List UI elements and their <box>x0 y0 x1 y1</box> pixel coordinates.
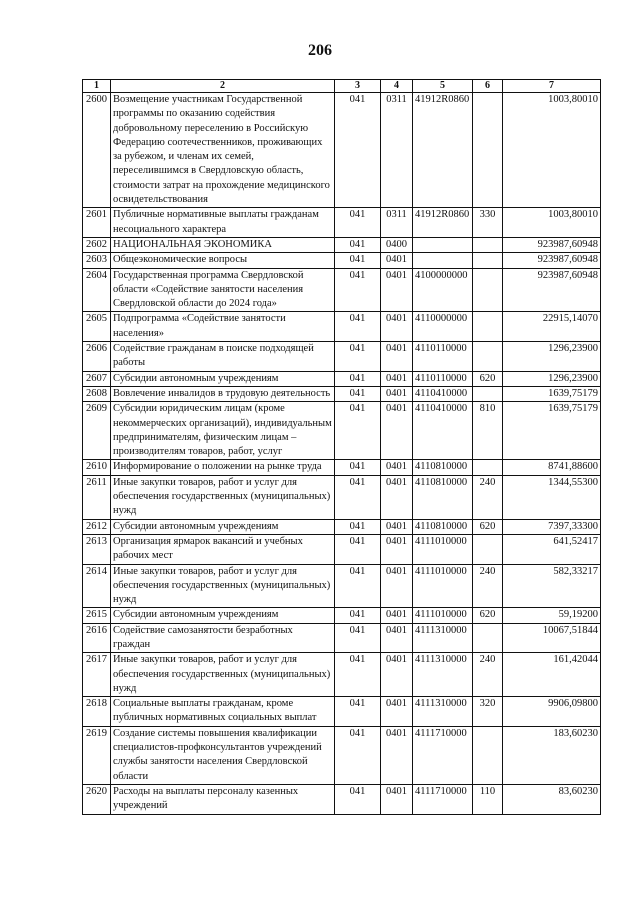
row-sum: 1344,55300 <box>503 475 601 519</box>
row-group-code: 041 <box>335 784 381 814</box>
row-section-code: 0311 <box>381 93 413 208</box>
row-number: 2618 <box>83 697 111 727</box>
row-number: 2606 <box>83 342 111 372</box>
header-col-6: 6 <box>473 80 503 93</box>
row-number: 2615 <box>83 608 111 623</box>
row-section-code: 0401 <box>381 726 413 784</box>
row-name: Иные закупки товаров, работ и услуг для обеспечения государственных (муниципальных) нужд <box>111 653 335 697</box>
row-name: Иные закупки товаров, работ и услуг для обеспечения государственных (муниципальных) нужд <box>111 564 335 608</box>
table-row <box>83 253 601 268</box>
row-group-code: 041 <box>335 371 381 386</box>
row-name: Государственная программа Свердловской области «Содействие занятости населения Свердловской области до 2024 года» <box>111 268 335 312</box>
row-section-code: 0401 <box>381 475 413 519</box>
row-number: 2603 <box>83 253 111 268</box>
row-name: Общеэкономические вопросы <box>111 253 335 268</box>
row-article-code: 4111010000 <box>413 564 473 608</box>
row-expense-code: 810 <box>473 402 503 460</box>
row-number: 2604 <box>83 268 111 312</box>
row-sum: 1639,75179 <box>503 386 601 401</box>
row-article-code: 4100000000 <box>413 268 473 312</box>
row-section-code: 0401 <box>381 608 413 623</box>
row-sum: 923987,60948 <box>503 237 601 252</box>
row-name: Социальные выплаты гражданам, кроме публичных нормативных социальных выплат <box>111 697 335 727</box>
row-expense-code <box>473 312 503 342</box>
row-expense-code <box>473 93 503 208</box>
row-group-code: 041 <box>335 460 381 475</box>
row-group-code: 041 <box>335 402 381 460</box>
row-name: Вовлечение инвалидов в трудовую деятельность <box>111 386 335 401</box>
row-sum: 1003,80010 <box>503 208 601 238</box>
row-expense-code <box>473 460 503 475</box>
table-row <box>83 726 601 784</box>
row-expense-code <box>473 268 503 312</box>
row-sum: 1003,80010 <box>503 93 601 208</box>
row-group-code: 041 <box>335 386 381 401</box>
row-expense-code: 620 <box>473 371 503 386</box>
row-name: Публичные нормативные выплаты гражданам несоциального характера <box>111 208 335 238</box>
table-row <box>83 342 601 372</box>
table-row <box>83 697 601 727</box>
row-expense-code <box>473 237 503 252</box>
row-article-code: 41912R0860 <box>413 208 473 238</box>
row-sum: 582,33217 <box>503 564 601 608</box>
row-expense-code: 110 <box>473 784 503 814</box>
row-expense-code <box>473 386 503 401</box>
table-row <box>83 208 601 238</box>
table-row <box>83 268 601 312</box>
header-col-4: 4 <box>381 80 413 93</box>
header-col-2: 2 <box>111 80 335 93</box>
row-group-code: 041 <box>335 564 381 608</box>
row-number: 2610 <box>83 460 111 475</box>
row-sum: 1296,23900 <box>503 371 601 386</box>
row-article-code: 4110410000 <box>413 386 473 401</box>
row-name: Субсидии автономным учреждениям <box>111 519 335 534</box>
budget-table <box>82 79 601 815</box>
row-group-code: 041 <box>335 608 381 623</box>
row-article-code: 41912R0860 <box>413 93 473 208</box>
row-group-code: 041 <box>335 268 381 312</box>
row-name: Создание системы повышения квалификации специалистов-профконсультантов учреждений службы занятости населения Свердловской области <box>111 726 335 784</box>
row-sum: 7397,33300 <box>503 519 601 534</box>
row-article-code: 4111710000 <box>413 784 473 814</box>
row-article-code <box>413 253 473 268</box>
row-number: 2600 <box>83 93 111 208</box>
row-sum: 923987,60948 <box>503 253 601 268</box>
table-row <box>83 386 601 401</box>
row-name: Возмещение участникам Государственной программы по оказанию содействия добровольному переселению в Российскую Федерацию соотечественников, проживающих за рубежом, и членам их семей, переселившимся в Свердловскую область, стоимости затрат на прохождение медицинского освидетельствования <box>111 93 335 208</box>
row-number: 2617 <box>83 653 111 697</box>
row-expense-code <box>473 342 503 372</box>
row-expense-code: 620 <box>473 608 503 623</box>
header-row <box>83 80 601 93</box>
row-expense-code: 620 <box>473 519 503 534</box>
table-row <box>83 402 601 460</box>
row-sum: 183,60230 <box>503 726 601 784</box>
table-row <box>83 460 601 475</box>
row-article-code: 4110810000 <box>413 519 473 534</box>
row-sum: 22915,14070 <box>503 312 601 342</box>
row-name: Содействие гражданам в поиске подходящей работы <box>111 342 335 372</box>
row-section-code: 0401 <box>381 371 413 386</box>
row-sum: 9906,09800 <box>503 697 601 727</box>
row-group-code: 041 <box>335 534 381 564</box>
row-number: 2611 <box>83 475 111 519</box>
table-row <box>83 653 601 697</box>
row-article-code: 4111310000 <box>413 623 473 653</box>
row-section-code: 0401 <box>381 534 413 564</box>
row-group-code: 041 <box>335 253 381 268</box>
row-sum: 1296,23900 <box>503 342 601 372</box>
row-number: 2619 <box>83 726 111 784</box>
row-group-code: 041 <box>335 237 381 252</box>
row-sum: 1639,75179 <box>503 402 601 460</box>
header-col-5: 5 <box>413 80 473 93</box>
row-section-code: 0401 <box>381 519 413 534</box>
row-group-code: 041 <box>335 208 381 238</box>
row-group-code: 041 <box>335 623 381 653</box>
row-article-code: 4111010000 <box>413 608 473 623</box>
row-number: 2616 <box>83 623 111 653</box>
row-number: 2605 <box>83 312 111 342</box>
header-col-7: 7 <box>503 80 601 93</box>
row-expense-code <box>473 253 503 268</box>
row-number: 2607 <box>83 371 111 386</box>
row-article-code: 4111710000 <box>413 726 473 784</box>
row-article-code: 4111310000 <box>413 653 473 697</box>
row-expense-code: 240 <box>473 475 503 519</box>
table-row <box>83 519 601 534</box>
row-number: 2608 <box>83 386 111 401</box>
row-group-code: 041 <box>335 519 381 534</box>
row-name: Субсидии автономным учреждениям <box>111 608 335 623</box>
row-section-code: 0401 <box>381 402 413 460</box>
table-row <box>83 93 601 208</box>
row-expense-code: 240 <box>473 564 503 608</box>
row-section-code: 0401 <box>381 460 413 475</box>
row-name: Содействие самозанятости безработных граждан <box>111 623 335 653</box>
row-section-code: 0401 <box>381 312 413 342</box>
row-group-code: 041 <box>335 475 381 519</box>
row-group-code: 041 <box>335 312 381 342</box>
row-name: Расходы на выплаты персоналу казенных учреждений <box>111 784 335 814</box>
row-number: 2620 <box>83 784 111 814</box>
row-expense-code <box>473 623 503 653</box>
table-row <box>83 784 601 814</box>
table-row <box>83 534 601 564</box>
row-section-code: 0401 <box>381 268 413 312</box>
row-section-code: 0401 <box>381 653 413 697</box>
row-name: НАЦИОНАЛЬНАЯ ЭКОНОМИКА <box>111 237 335 252</box>
row-article-code: 4110110000 <box>413 342 473 372</box>
row-article-code: 4110410000 <box>413 402 473 460</box>
row-name: Организация ярмарок вакансий и учебных рабочих мест <box>111 534 335 564</box>
table-row <box>83 237 601 252</box>
row-group-code: 041 <box>335 653 381 697</box>
row-sum: 8741,88600 <box>503 460 601 475</box>
row-article-code: 4111310000 <box>413 697 473 727</box>
row-group-code: 041 <box>335 697 381 727</box>
row-number: 2602 <box>83 237 111 252</box>
row-name: Информирование о положении на рынке труда <box>111 460 335 475</box>
row-article-code: 4111010000 <box>413 534 473 564</box>
row-article-code: 4110810000 <box>413 475 473 519</box>
row-name: Подпрограмма «Содействие занятости населения» <box>111 312 335 342</box>
row-name: Субсидии автономным учреждениям <box>111 371 335 386</box>
row-section-code: 0311 <box>381 208 413 238</box>
table-row <box>83 475 601 519</box>
row-group-code: 041 <box>335 726 381 784</box>
row-expense-code: 240 <box>473 653 503 697</box>
row-section-code: 0401 <box>381 623 413 653</box>
row-number: 2614 <box>83 564 111 608</box>
row-sum: 59,19200 <box>503 608 601 623</box>
row-number: 2613 <box>83 534 111 564</box>
row-section-code: 0401 <box>381 697 413 727</box>
row-sum: 641,52417 <box>503 534 601 564</box>
row-number: 2601 <box>83 208 111 238</box>
row-section-code: 0401 <box>381 342 413 372</box>
row-expense-code <box>473 534 503 564</box>
table-row <box>83 371 601 386</box>
header-col-1: 1 <box>83 80 111 93</box>
row-expense-code <box>473 726 503 784</box>
row-expense-code: 320 <box>473 697 503 727</box>
row-section-code: 0401 <box>381 784 413 814</box>
row-sum: 161,42044 <box>503 653 601 697</box>
row-article-code <box>413 237 473 252</box>
row-section-code: 0401 <box>381 564 413 608</box>
row-sum: 83,60230 <box>503 784 601 814</box>
table-row <box>83 312 601 342</box>
row-group-code: 041 <box>335 342 381 372</box>
row-name: Иные закупки товаров, работ и услуг для обеспечения государственных (муниципальных) нужд <box>111 475 335 519</box>
row-expense-code: 330 <box>473 208 503 238</box>
row-section-code: 0400 <box>381 237 413 252</box>
row-number: 2609 <box>83 402 111 460</box>
row-article-code: 4110000000 <box>413 312 473 342</box>
row-name: Субсидии юридическим лицам (кроме некоммерческих организаций), индивидуальным предпринимателям, физическим лицам – производителям товаров, работ, услуг <box>111 402 335 460</box>
row-article-code: 4110810000 <box>413 460 473 475</box>
table-row <box>83 608 601 623</box>
table-row <box>83 564 601 608</box>
row-group-code: 041 <box>335 93 381 208</box>
row-section-code: 0401 <box>381 253 413 268</box>
page-number: 206 <box>308 42 332 59</box>
header-col-3: 3 <box>335 80 381 93</box>
table-row <box>83 623 601 653</box>
row-number: 2612 <box>83 519 111 534</box>
row-section-code: 0401 <box>381 386 413 401</box>
row-article-code: 4110110000 <box>413 371 473 386</box>
row-sum: 923987,60948 <box>503 268 601 312</box>
row-sum: 10067,51844 <box>503 623 601 653</box>
